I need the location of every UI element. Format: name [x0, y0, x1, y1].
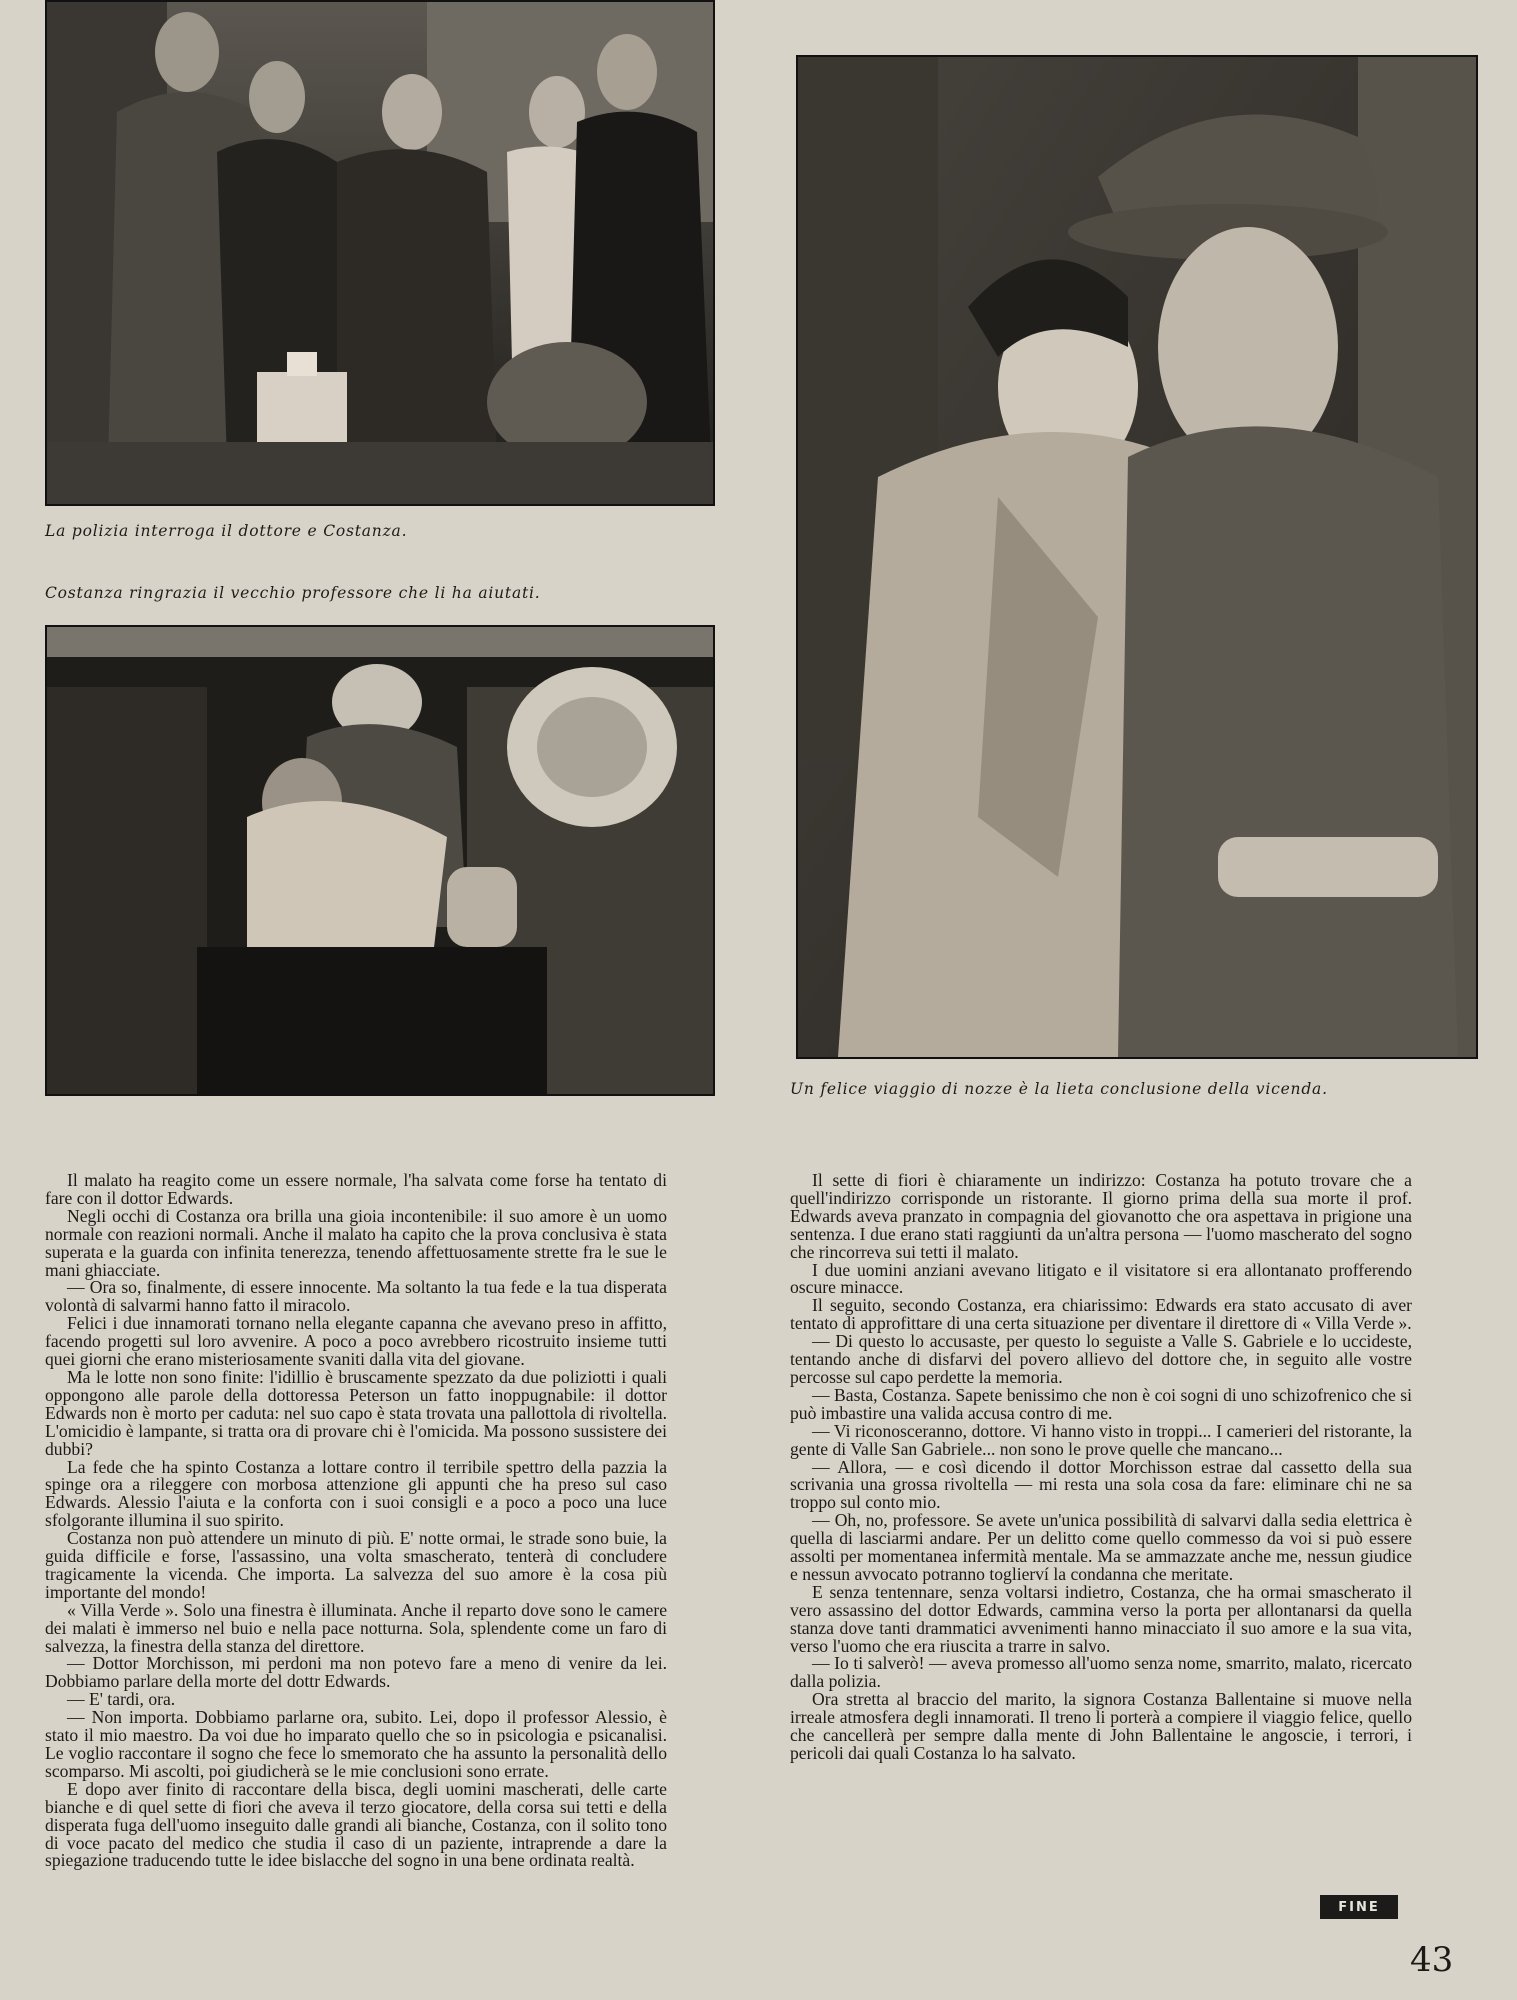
professor-scene-image — [47, 627, 713, 1094]
article-paragraph: — Di questo lo accusaste, per questo lo seguiste a Valle S. Gabriele e lo uccideste, tentando anche di disfarvi del povero allievo del dottore che, in seguito alle vostre percosse sul capo perdette la memoria. — [790, 1331, 1412, 1387]
article-paragraph: Il seguito, secondo Costanza, era chiarissimo: Edwards era stato accusato di aver tentato di approfittare di una certa situazione per diventare il direttore di « Villa Verde ». — [790, 1295, 1412, 1334]
article-paragraph: Costanza non può attendere un minuto di più. E' notte ormai, le strade sono buie, la guida difficile e forse, l'assassino, una volta smascherato, tenterà di concludere tragicamente la vicenda. Che importa. La salvezza del suo amore è la cosa più importante del mondo! — [45, 1528, 667, 1602]
article-paragraph: — Ora so, finalmente, di essere innocente. Ma soltanto la tua fede e la tua disperata volontà di salvarmi hanno fatto il miracolo. — [45, 1277, 667, 1316]
article-paragraph: E senza tentennare, senza voltarsi indietro, Costanza, che ha ormai smascherato il vero assassino del dottor Edwards, cammina verso la porta per allontanarsi da quella stanza dove tanti drammatici avvenimenti hanno minacciato il suo amore e la sua vita, verso l'uomo che era riuscita a trarre in salvo. — [790, 1581, 1412, 1656]
honeymoon-scene-image — [798, 57, 1476, 1057]
article-paragraph: La fede che ha spinto Costanza a lottare contro il terribile spettro della pazzia la spinge ora a rileggere con morbosa attenzione gli appunti che ha preso sul caso Edwards. Alessio l'aiuta e la conforta con i suoi consigli e a poco a poco una luce sfolgorante illumina il suo spirito. — [45, 1456, 667, 1531]
article-paragraph: E dopo aver finito di raccontare della bisca, degli uomini mascherati, delle carte bianche e di quel sette di fiori che aveva il terzo giocatore, della corsa sui tetti e della disperata fuga dell'uomo inseguito dalle grandi ali bianche, Costanza, con il solito tono di voce pacato del medico che studia il caso di un paziente, intraprende a dare la spiegazione traducendo tutte le idee bislacche del sogno in una bene ordinata realtà. — [45, 1778, 667, 1871]
article-paragraph: Negli occhi di Costanza ora brilla una gioia incontenibile: il suo amore è un uomo normale con reazioni normali. Anche il malato ha capito che la prova conclusiva è stata superata e la guarda con infinita tenerezza, tenendo affettuosamente strette fra le sue le mani ghiacciate. — [45, 1205, 667, 1280]
article-paragraph: — Basta, Costanza. Sapete benissimo che non è coi sogni di uno schizofrenico che si può imbastire una valida accusa contro di me. — [790, 1384, 1412, 1423]
caption-police: La polizia interroga il dottore e Costanza. — [45, 522, 408, 540]
article-paragraph: — Allora, — e così dicendo il dottor Morchisson estrae dal cassetto della sua scrivania una grossa rivoltella — mi resta una sola cosa da fare: eliminare chi ne sa troppo sul conto mio. — [790, 1456, 1412, 1513]
article-paragraph: « Villa Verde ». Solo una finestra è illuminata. Anche il reparto dove sono le camere dei malati è immerso nel buio e nella pace notturna. Sola, splendente come un faro di salvezza, la finestra della stanza del direttore. — [45, 1599, 667, 1656]
article-paragraph: — Io ti salverò! — aveva promesso all'uomo senza nome, smarrito, malato, ricercato dalla polizia. — [790, 1653, 1412, 1692]
article-paragraph: — E' tardi, ora. — [67, 1689, 176, 1710]
article-paragraph: — Vi riconosceranno, dottore. Vi hanno visto in troppi... I camerieri del ristorante, la gente di Valle San Gabriele... non sono le prove quelle che mancano... — [790, 1420, 1412, 1459]
article-paragraph: Ma le lotte non sono finite: l'idillio è bruscamente spezzato da due poliziotti i quali oppongono alle parole della dottoressa Peterson un fatto inoppugnabile: il dottor Edwards non è morto per caduta: nel suo capo è stata trovata una pallottola di rivoltella. L'omicidio è lampante, si tratta ora di provare chi è l'omicida. Ma possono sussistere dei dubbi? — [45, 1366, 667, 1459]
article-paragraph: — Oh, no, professore. Se avete un'unica possibilità di salvarvi dalla sedia elettrica è quella di lasciarmi andare. Per un delitto come quello commesso da voi si può essere assolti per momentanea infermità mentale. Ma se ammazzate anche me, nessun giudice e nessun avvocato potranno toglierví la condanna che meritate. — [790, 1510, 1412, 1584]
police-scene-image — [47, 2, 713, 504]
caption-honeymoon: Un felice viaggio di nozze è la lieta conclusione della vicenda. — [790, 1080, 1328, 1098]
end-badge: FINE — [1320, 1895, 1398, 1919]
article-paragraph: — Non importa. Dobbiamo parlarne ora, subito. Lei, dopo il professor Alessio, è stato il mio maestro. Da voi due ho imparato quello che so in psicologia e psicanalisi. Le voglio raccontare il sogno che fece lo smemorato che ha assunto la personalità dello scomparso. Mi ascolti, poi giudicherà se le mie conclusioni sono errate. — [45, 1707, 667, 1781]
article-column-right — [790, 1172, 1412, 1763]
article-paragraph: Felici i due innamorati tornano nella elegante capanna che avevano preso in affitto, facendo progetti sul loro avvenire. A poco a poco avrebbero ricostruito insieme tutti quei giorni che erano misteriosamente svaniti dalla vita del giovane. — [45, 1313, 667, 1370]
photo-honeymoon-scene — [796, 55, 1478, 1059]
article-paragraph: I due uomini anziani avevano litigato e il visitatore si era allontanato profferendo oscure minacce. — [790, 1259, 1412, 1298]
article-paragraph: Il malato ha reagito come un essere normale, l'ha salvata come forse ha tentato di fare con il dottor Edwards. — [45, 1170, 667, 1208]
caption-professor: Costanza ringrazia il vecchio professore che li ha aiutati. — [45, 584, 541, 602]
page-number: 43 — [1410, 1940, 1454, 1980]
article-paragraph: Ora stretta al braccio del marito, la signora Costanza Ballentaine si muove nella irreale atmosfera degli innamorati. Il treno li porterà a compiere il viaggio felice, quello che cancellerà per sempre dalla mente di John Ballentaine le angoscie, i terrori, i pericoli dai quali Costanza lo ha salvato. — [790, 1689, 1412, 1763]
photo-police-scene — [45, 0, 715, 506]
article-paragraph: Il sette di fiori è chiaramente un indirizzo: Costanza ha potuto trovare che a quell'indirizzo corrisponde un ristorante. Il giorno prima della sua morte il prof. Edwards aveva pranzato in compagnia del giovanotto che ora aspettava in prigione una sentenza. I due erano stati raggiunti da un'altra persona — l'uomo mascherato del sogno che rincorreva sui tetti il malato. — [790, 1170, 1412, 1262]
photo-professor-scene — [45, 625, 715, 1096]
article-column-left — [45, 1172, 667, 1870]
article-paragraph: — Dottor Morchisson, mi perdoni ma non potevo fare a meno di venire da lei. Dobbiamo parlare della morte del dottr Edwards. — [45, 1653, 667, 1692]
